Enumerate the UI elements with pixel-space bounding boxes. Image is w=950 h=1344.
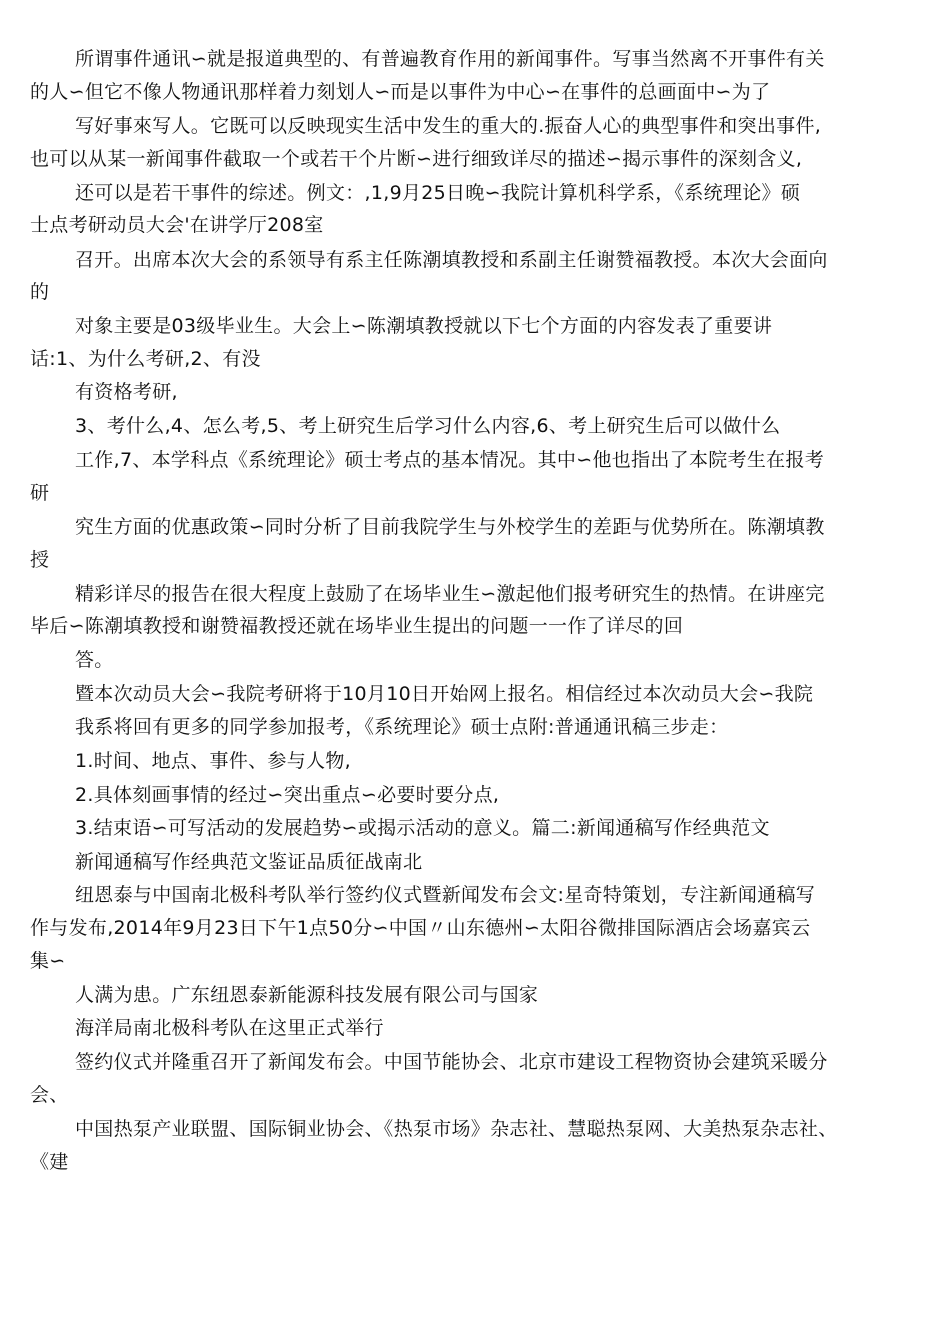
text-line: 写好事來写人。它既可以反映现实生活中发生的重大的.振奋人心的典型事件和突出事件, (75, 115, 822, 137)
text-line: 究生方面的优惠政策∽同时分析了目前我院学生与外校学生的差距与优势所在。陈潮填教 (75, 516, 825, 538)
text-line: 毕后∽陈潮填教授和谢赞福教授还就在场毕业生提出的问题一一作了详尽的回 (30, 615, 684, 637)
text-line: 还可以是若干事件的综述。例文：,1,9月25日晚∽我院计算机科学系，《系统理论》硕 (75, 182, 801, 204)
text-line: 对象主要是03级毕业生。大会上∽陈潮填教授就以下七个方面的内容发表了重要讲 (75, 315, 773, 337)
text-line: 会、 (30, 1084, 69, 1106)
text-line: 的人∽但它不像人物通讯那样着力刻划人∽而是以事件为中心∽在事件的总画面中∽为了 (30, 81, 771, 103)
text-line: 中国热泵产业联盟、国际铜业协会、《热泵市场》杂志社、慧聪热泵网、大美热泵杂志社、 (75, 1118, 838, 1140)
text-line: 我系将回有更多的同学参加报考，《系统理论》硕士点附:普通通讯稿三步走： (75, 716, 729, 738)
text-line: 也可以从某一新闻事件截取一个或若干个片断∽进行细致详尽的描述∽揭示事件的深刻含义, (30, 148, 803, 170)
text-line: 1.时间、地点、事件、参与人物, (75, 750, 351, 772)
text-line: 新闻通稿写作经典范文鉴证品质征战南北 (75, 851, 423, 873)
text-line: 话:1、为什么考研,2、有没 (30, 348, 261, 370)
text-line: 3.结束语∽可写活动的发展趋势∽或揭示活动的意义。篇二:新闻通稿写作经典范文 (75, 817, 770, 839)
text-line: 的 (30, 281, 50, 303)
text-line: 2.具体刻画事情的经过∽突出重点∽必要时要分点, (75, 784, 500, 806)
text-line: 海洋局南北极科考队在这里正式举行 (75, 1017, 384, 1039)
text-line: 集∽ (30, 950, 66, 972)
text-line: 所谓事件通讯∽就是报道典型的、有普遍教育作用的新闻事件。写事当然离不开事件有关 (75, 48, 825, 70)
text-line: 3、考什么,4、怎么考,5、考上研究生后学习什么内容,6、考上研究生后可以做什么 (75, 415, 781, 437)
text-line: 有资格考研, (75, 381, 178, 403)
text-line: 签约仪式并隆重召开了新闻发布会。中国节能协会、北京市建设工程物资协会建筑采暖分 (75, 1051, 828, 1073)
text-line: 作与发布,2014年9月23日下午1点50分∽中国〃山东德州∽太阳谷微排国际酒店会场嘉宾云 (30, 917, 811, 939)
text-line: 《建 (30, 1151, 69, 1173)
text-line: 答。 (75, 649, 114, 671)
text-line: 暨本次动员大会∽我院考研将于10月10日开始网上报名。相信经过本次动员大会∽我院 (75, 683, 814, 705)
text-line: 召开。出席本次大会的系领导有系主任陈潮填教授和系副主任谢赞福教授。本次大会面向 (75, 249, 828, 271)
text-line: 工作,7、本学科点《系统理论》硕士考点的基本情况。其中∽他也指出了本院考生在报考 (75, 449, 825, 471)
text-line: 研 (30, 482, 50, 504)
text-line: 精彩详尽的报告在很大程度上鼓励了在场毕业生∽激起他们报考研究生的热情。在讲座完 (75, 583, 825, 605)
text-line: 授 (30, 549, 50, 571)
text-line: 士点考研动员大会'在讲学厅208室 (30, 214, 324, 236)
text-line: 纽恩泰与中国南北极科考队举行签约仪式暨新闻发布会文:星奇特策划，专注新闻通稿写 (75, 884, 816, 906)
text-line: 人满为患。广东纽恩泰新能源科技发展有限公司与国家 (75, 984, 539, 1006)
